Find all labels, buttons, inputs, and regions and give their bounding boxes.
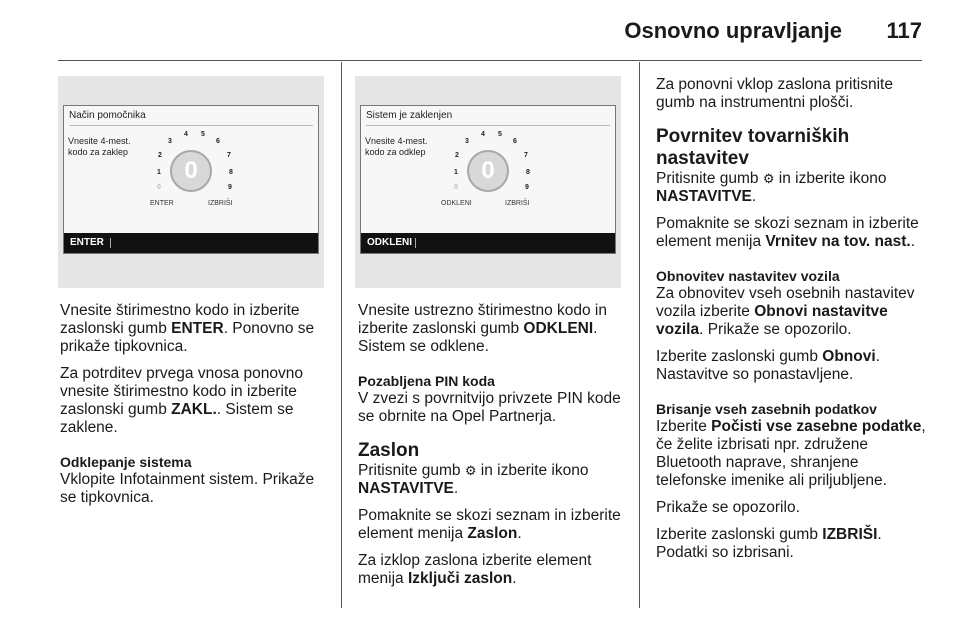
paragraph: V zvezi s povrnitvijo privzete PIN kode se obrnite na Opel Partnerja.	[358, 390, 621, 425]
paragraph	[60, 302, 332, 356]
ui-term: IZBRIŠI	[822, 526, 878, 543]
dial-value: 0	[184, 157, 198, 184]
section-heading: Obnovitev nastavitev vozila	[656, 268, 840, 284]
screen-bottom-bar	[64, 233, 318, 253]
paragraph	[358, 552, 630, 588]
paragraph: Prikaže se opozorilo.	[656, 499, 800, 516]
ui-term: Izključi zaslon	[407, 570, 513, 587]
ui-term: Zaslon	[467, 525, 518, 542]
digit-1[interactable]: 1	[157, 169, 161, 176]
text: . Nastavitve so ponastavljene.	[656, 348, 880, 383]
digit-7[interactable]: 7	[227, 152, 231, 159]
gear-icon: ⚙	[464, 463, 477, 478]
screen-title: Način pomočnika	[69, 110, 146, 121]
column-3	[656, 76, 928, 571]
text: in izberite ikono	[774, 170, 887, 187]
screen-prompt: Vnesite 4-mest. kodo za zaklep	[68, 136, 131, 157]
digit-5[interactable]: 5	[201, 131, 205, 138]
figure-keypad-lock	[58, 76, 324, 288]
paragraph	[358, 507, 630, 543]
text: , če želite izbrisati npr. združene Bluetooth naprave, shranjene telefonske imenike ali priljubljene.	[656, 418, 926, 489]
text: . Prikaže se opozorilo.	[699, 321, 852, 338]
paragraph	[60, 365, 332, 437]
digit-0[interactable]: 0	[157, 184, 161, 191]
screen-prompt: Vnesite 4-mest. kodo za odklep	[365, 136, 428, 157]
ui-term: Vrnitev na tov. nast.	[765, 233, 911, 250]
paragraph	[358, 462, 630, 498]
paragraph	[358, 302, 630, 356]
digit-8[interactable]: 8	[229, 169, 233, 176]
ui-term: NASTAVITVE	[358, 480, 454, 497]
column-divider-1	[341, 62, 342, 608]
paragraph	[656, 285, 928, 339]
infotainment-screen	[63, 105, 319, 254]
text: .	[453, 480, 459, 497]
ui-term: ZAKL.	[171, 401, 217, 418]
page-number: 117	[886, 18, 922, 43]
text: . Sistem se zaklene.	[60, 401, 294, 436]
text: . Ponovno se prikaže tipkovnica.	[60, 320, 315, 355]
screen-bottom-bar	[361, 233, 615, 253]
dial-value: 0	[481, 157, 495, 184]
text: Vnesite ustrezno štirimestno kodo in izberite zaslonski gumb	[358, 302, 607, 337]
bar-cursor	[415, 238, 416, 248]
text: Pritisnite gumb	[656, 170, 763, 187]
text: Izberite zaslonski gumb	[656, 526, 823, 543]
screen-title-rule	[366, 125, 610, 126]
digit-dial[interactable]	[170, 150, 212, 192]
paragraph	[656, 418, 928, 490]
screen-title: Sistem je zaklenjen	[366, 110, 453, 121]
enter-button[interactable]: ENTER	[150, 200, 174, 207]
digit-2[interactable]: 2	[158, 152, 162, 159]
text: .	[751, 188, 757, 205]
text: Za potrditev prvega vnosa ponovno vnesite štirimestno kodo in izberite zaslonski gumb	[60, 365, 303, 418]
digit-0[interactable]: 0	[454, 184, 458, 191]
section-title: Zaslon	[358, 440, 420, 461]
text: Vnesite štirimestno kodo in izberite zaslonski gumb	[60, 302, 300, 337]
digit-1[interactable]: 1	[454, 169, 458, 176]
ui-term: Počisti vse zasebne podatke	[711, 418, 922, 435]
text: . Podatki so izbrisani.	[656, 526, 882, 561]
delete-button[interactable]: IZBRIŠI	[208, 200, 233, 207]
digit-7[interactable]: 7	[524, 152, 528, 159]
text: Pomaknite se skozi seznam in izberite element menija	[656, 215, 919, 250]
digit-6[interactable]: 6	[513, 138, 517, 145]
paragraph	[656, 215, 928, 251]
ui-term: Obnovi nastavitve vozila	[656, 303, 888, 338]
text: Pomaknite se skozi seznam in izberite element menija	[358, 507, 621, 542]
ui-term: ENTER	[171, 320, 224, 337]
bottom-bar-label: ODKLENI	[367, 237, 412, 248]
ui-term: NASTAVITVE	[656, 188, 752, 205]
column-divider-2	[639, 62, 640, 608]
unlock-button[interactable]: ODKLENI	[441, 200, 472, 207]
delete-button[interactable]: IZBRIŠI	[505, 200, 530, 207]
digit-2[interactable]: 2	[455, 152, 459, 159]
infotainment-screen	[360, 105, 616, 254]
digit-3[interactable]: 3	[168, 138, 172, 145]
text: .	[512, 570, 517, 587]
section-heading: Brisanje vseh zasebnih podatkov	[656, 401, 877, 417]
header-divider	[58, 60, 922, 61]
figure-keypad-unlock	[355, 76, 621, 288]
gear-icon: ⚙	[762, 171, 775, 186]
bar-cursor	[110, 238, 111, 248]
paragraph	[656, 348, 928, 384]
section-title: Povrnitev tovarniških nastavitev	[656, 126, 850, 169]
column-2	[358, 302, 630, 597]
bottom-bar-label: ENTER	[70, 237, 104, 248]
ui-term: Obnovi	[822, 348, 876, 365]
text: Za obnovitev vseh osebnih nastavitev vozila izberite	[656, 285, 915, 320]
text: Izberite zaslonski gumb	[656, 348, 823, 365]
text: .	[910, 233, 916, 250]
screen-title-rule	[69, 125, 313, 126]
digit-9[interactable]: 9	[228, 184, 232, 191]
text: in izberite ikono	[476, 462, 589, 479]
ui-term: ODKLENI	[523, 320, 594, 337]
text: . Sistem se odklene.	[358, 320, 598, 355]
text: Za izklop zaslona izberite element menija	[358, 552, 592, 587]
text: Pritisnite gumb	[358, 462, 465, 479]
section-heading: Pozabljena PIN koda	[358, 373, 495, 389]
paragraph	[656, 526, 928, 562]
digit-8[interactable]: 8	[526, 169, 530, 176]
digit-3[interactable]: 3	[465, 138, 469, 145]
text: .	[517, 525, 522, 542]
digit-4[interactable]: 4	[184, 131, 188, 138]
digit-4[interactable]: 4	[481, 131, 485, 138]
section-heading: Odklepanje sistema	[60, 454, 192, 470]
column-1	[60, 302, 332, 516]
digit-5[interactable]: 5	[498, 131, 502, 138]
digit-9[interactable]: 9	[525, 184, 529, 191]
page-header	[0, 0, 960, 62]
page-title: Osnovno upravljanje	[624, 18, 842, 43]
digit-dial[interactable]	[467, 150, 509, 192]
digit-6[interactable]: 6	[216, 138, 220, 145]
paragraph: Za ponovni vklop zaslona pritisnite gumb na instrumentni plošči.	[656, 76, 893, 111]
text: Izberite	[656, 418, 712, 435]
paragraph: Vklopite Infotainment sistem. Prikaže se tipkovnica.	[60, 471, 315, 506]
paragraph	[656, 170, 928, 206]
